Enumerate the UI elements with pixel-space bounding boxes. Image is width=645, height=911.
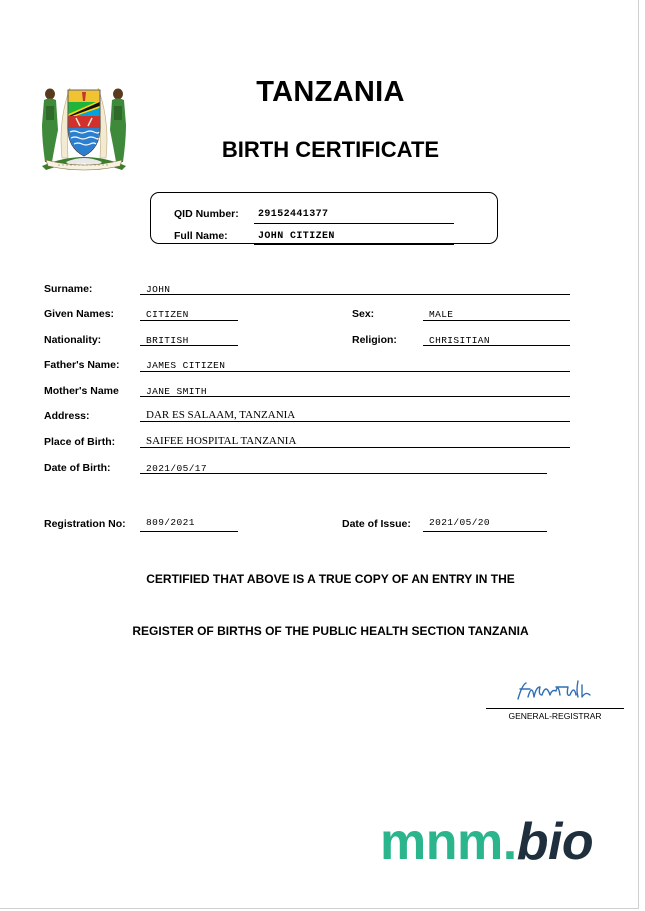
mothers-name-label: Mother's Name	[44, 385, 119, 397]
sex-value: MALE	[429, 309, 454, 320]
place-of-birth-value: SAIFEE HOSPITAL TANZANIA	[146, 435, 297, 447]
surname-underline	[140, 294, 570, 295]
mothers-name-value: JANE SMITH	[146, 386, 208, 397]
country-title: TANZANIA	[256, 76, 405, 108]
sex-underline	[423, 320, 570, 321]
fathers-name-label: Father's Name:	[44, 359, 120, 371]
address-value: DAR ES SALAAM, TANZANIA	[146, 409, 296, 421]
address-label: Address:	[44, 410, 90, 422]
registration-no-underline	[140, 531, 238, 532]
qid-number-value: 29152441377	[258, 209, 329, 220]
date-of-issue-label: Date of Issue:	[342, 518, 411, 530]
fathers-name-underline	[140, 371, 570, 372]
surname-label: Surname:	[44, 283, 93, 295]
address-underline	[140, 421, 570, 422]
religion-label: Religion:	[352, 334, 397, 346]
certification-line-1: CERTIFIED THAT ABOVE IS A TRUE COPY OF AN ENTRY IN THE	[146, 572, 515, 586]
full-name-value: JOHN CITIZEN	[258, 231, 335, 242]
registration-no-label: Registration No:	[44, 518, 126, 530]
place-of-birth-label: Place of Birth:	[44, 436, 116, 448]
watermark-part-1: mnm.	[380, 813, 517, 871]
date-of-birth-value: 2021/05/17	[146, 463, 208, 474]
fathers-name-value: JAMES CITIZEN	[146, 360, 226, 371]
religion-value: CHRISITIAN	[429, 335, 491, 346]
religion-underline	[423, 345, 570, 346]
date-of-issue-value: 2021/05/20	[429, 517, 491, 528]
nationality-label: Nationality:	[44, 334, 102, 346]
registration-no-value: 809/2021	[146, 517, 195, 528]
certification-line-2: REGISTER OF BIRTHS OF THE PUBLIC HEALTH SECTION TANZANIA	[132, 624, 529, 638]
place-of-birth-underline	[140, 447, 570, 448]
watermark-logo	[380, 812, 593, 872]
nationality-value: BRITISH	[146, 335, 189, 346]
signature-line	[486, 708, 624, 709]
mothers-name-underline	[140, 396, 570, 397]
nationality-underline	[140, 345, 238, 346]
date-of-issue-underline	[423, 531, 547, 532]
registrar-signature	[512, 677, 596, 705]
date-of-birth-label: Date of Birth:	[44, 462, 111, 474]
document-title: BIRTH CERTIFICATE	[221, 137, 440, 162]
qid-number-label: QID Number:	[174, 208, 239, 220]
qid-number-underline	[254, 223, 454, 224]
given-names-underline	[140, 320, 238, 321]
sex-label: Sex:	[352, 308, 375, 320]
full-name-underline	[254, 244, 454, 245]
watermark-part-2: bio	[516, 813, 594, 871]
registrar-title: GENERAL-REGISTRAR	[508, 711, 602, 721]
date-of-birth-underline	[140, 473, 547, 474]
surname-value: JOHN	[146, 284, 171, 295]
full-name-label: Full Name:	[174, 230, 228, 242]
given-names-label: Given Names:	[44, 308, 115, 320]
given-names-value: CITIZEN	[146, 309, 189, 320]
